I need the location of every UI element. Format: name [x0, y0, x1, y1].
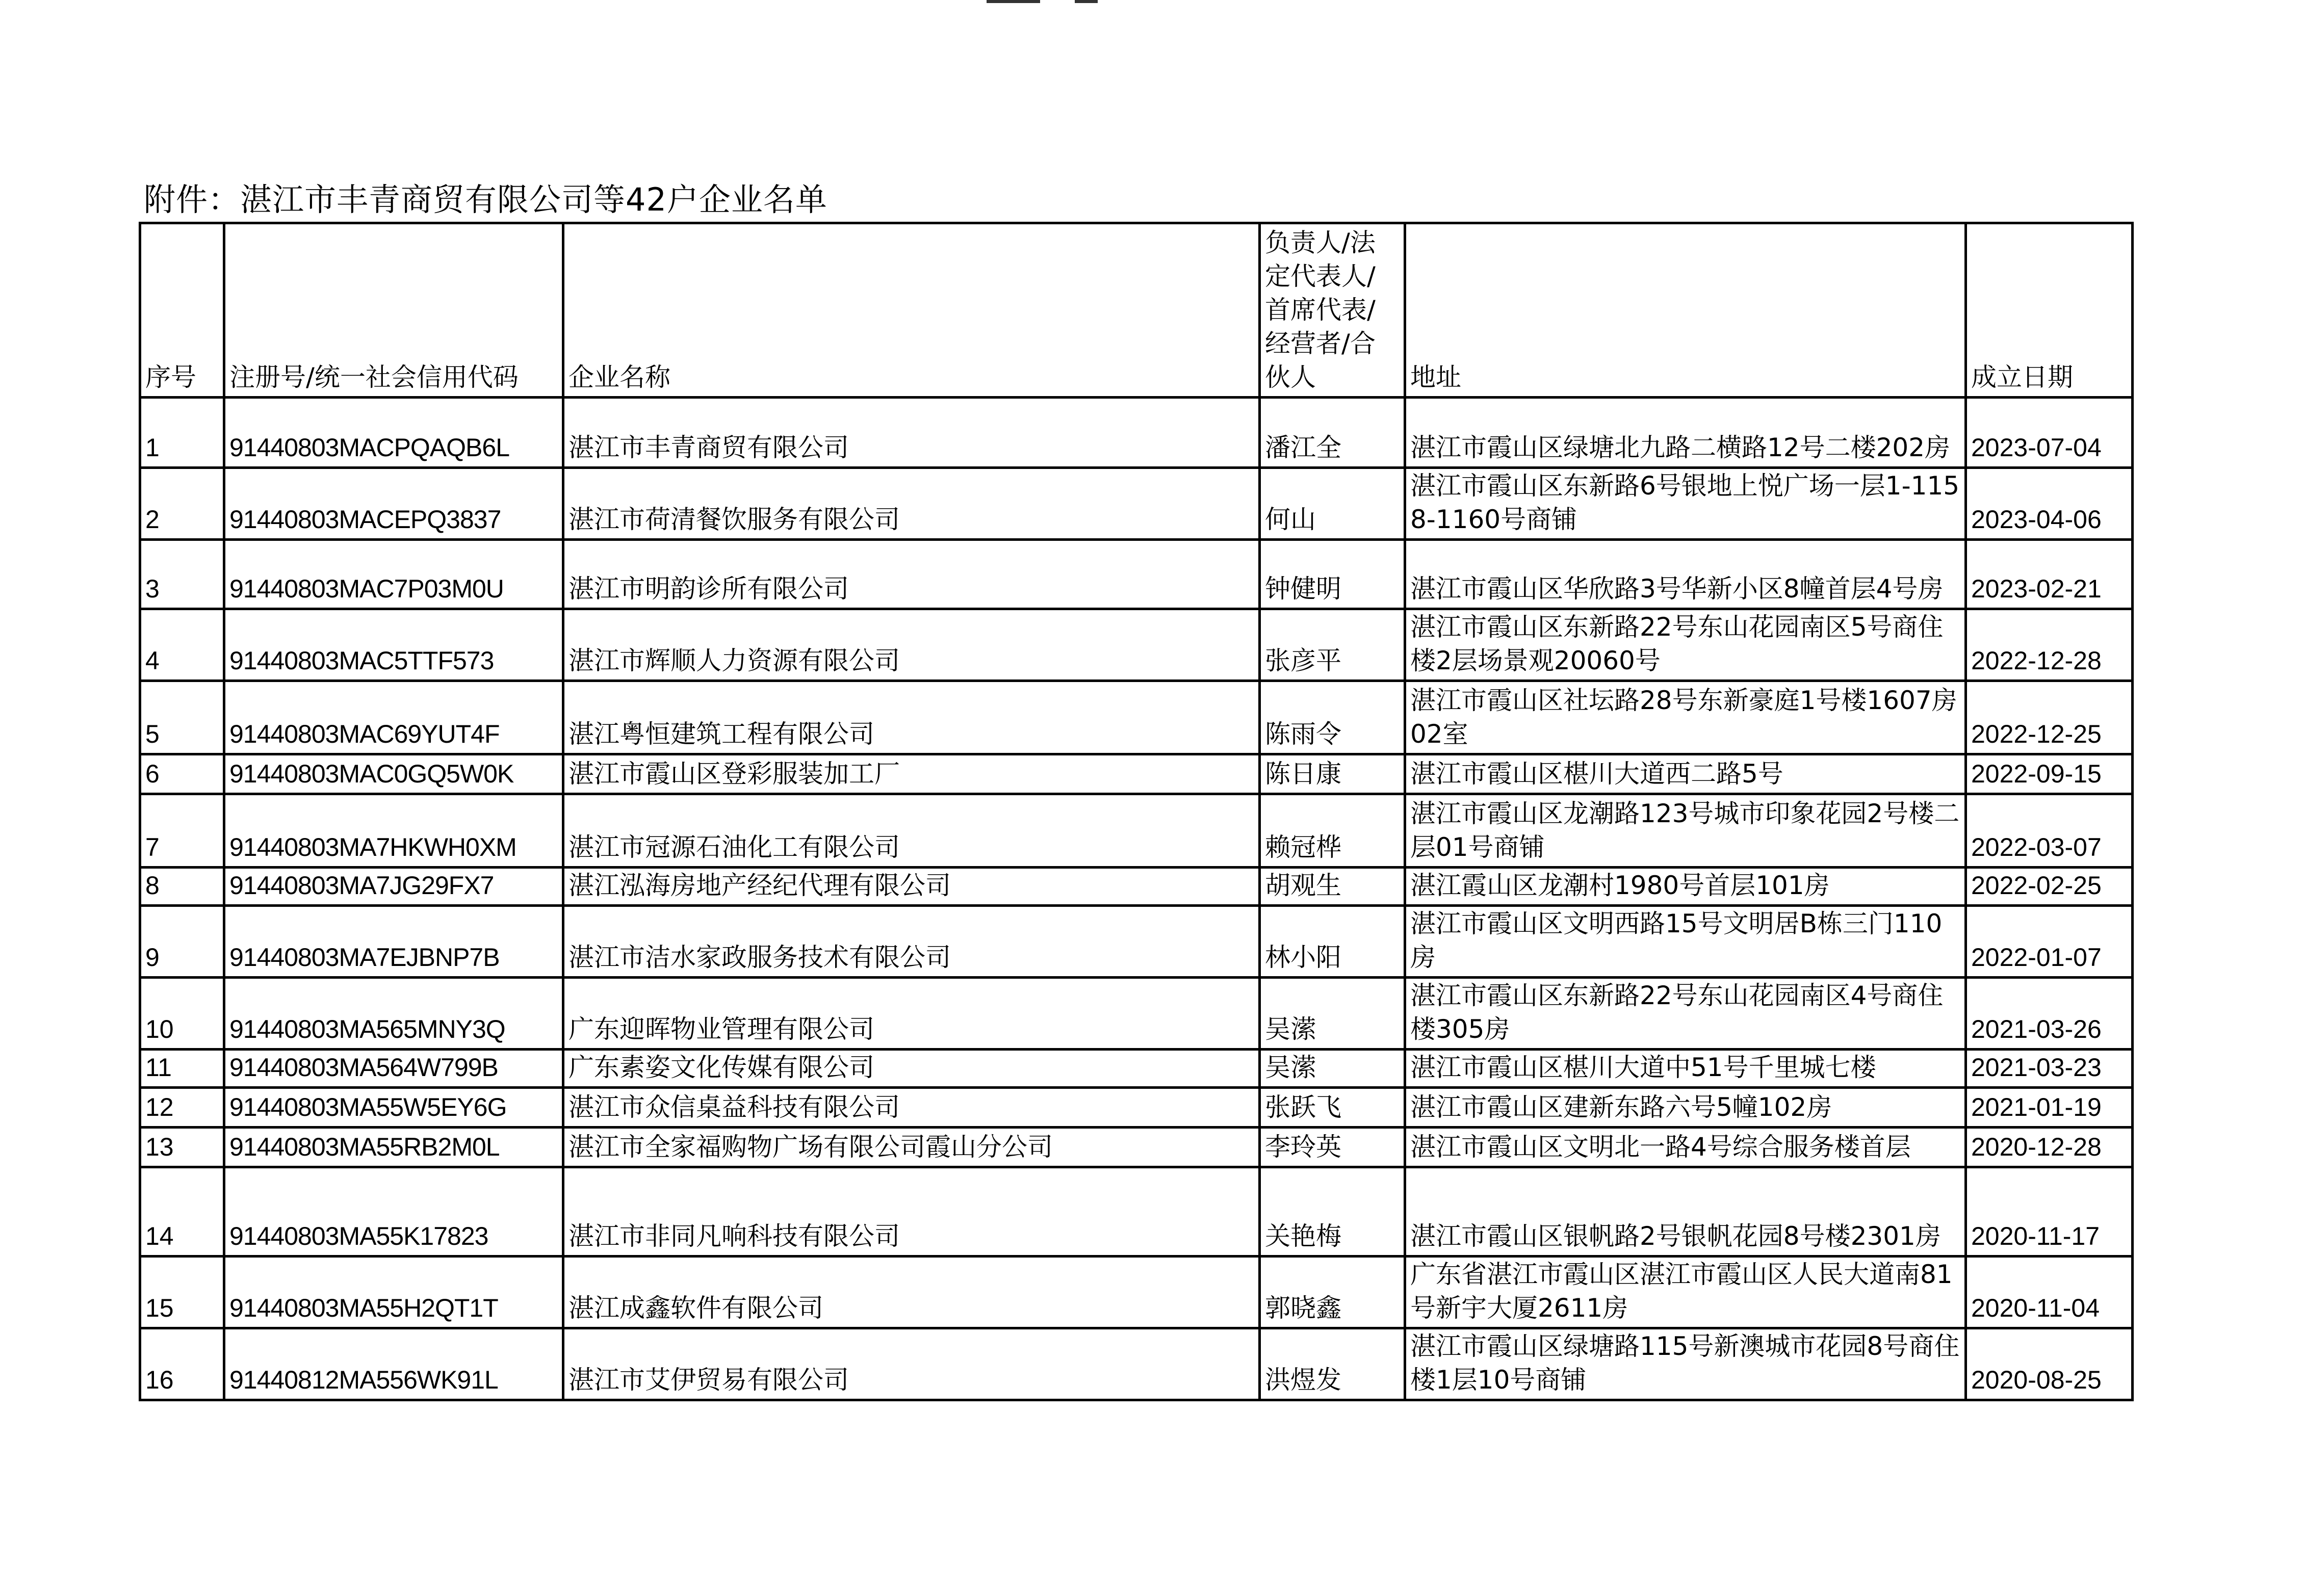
- table-row: [140, 754, 2133, 794]
- cell-established-date: 2022-09-15: [1966, 754, 2133, 794]
- cell-address: 湛江市霞山区东新路22号东山花园南区5号商住楼2层场景观20060号: [1405, 609, 1966, 681]
- cell-representative: 钟健明: [1260, 540, 1405, 609]
- cell-seq: 6: [140, 754, 224, 794]
- cell-seq: 4: [140, 609, 224, 681]
- cell-credit-code: 91440803MACEPQ3837: [224, 468, 563, 540]
- cell-established-date: 2020-12-28: [1966, 1128, 2133, 1167]
- table-row: [140, 868, 2133, 906]
- cell-address: 广东省湛江市霞山区湛江市霞山区人民大道南81号新宇大厦2611房: [1405, 1257, 1966, 1328]
- cell-seq: 3: [140, 540, 224, 609]
- table-row: [140, 540, 2133, 609]
- cell-address: 湛江市霞山区椹川大道西二路5号: [1405, 754, 1966, 794]
- cell-enterprise-name: 广东迎晖物业管理有限公司: [563, 978, 1260, 1050]
- cell-established-date: 2022-01-07: [1966, 906, 2133, 978]
- cell-credit-code: 91440803MA565MNY3Q: [224, 978, 563, 1050]
- cell-credit-code: 91440803MA564W799B: [224, 1050, 563, 1088]
- cell-address: 湛江市霞山区文明北一路4号综合服务楼首层: [1405, 1128, 1966, 1167]
- scan-artifact: [1075, 0, 1098, 3]
- cell-credit-code: 91440803MA7EJBNP7B: [224, 906, 563, 978]
- cell-address: 湛江市霞山区东新路22号东山花园南区4号商住楼305房: [1405, 978, 1966, 1050]
- cell-representative: 张跃飞: [1260, 1088, 1405, 1128]
- cell-established-date: 2021-01-19: [1966, 1088, 2133, 1128]
- cell-representative: 吴潆: [1260, 978, 1405, 1050]
- cell-seq: 9: [140, 906, 224, 978]
- cell-address: 湛江市霞山区建新东路六号5幢102房: [1405, 1088, 1966, 1128]
- cell-established-date: 2023-02-21: [1966, 540, 2133, 609]
- cell-enterprise-name: 湛江市明韵诊所有限公司: [563, 540, 1260, 609]
- cell-representative: 郭晓鑫: [1260, 1257, 1405, 1328]
- cell-representative: 洪煜发: [1260, 1328, 1405, 1400]
- cell-seq: 8: [140, 868, 224, 906]
- cell-representative: 张彦平: [1260, 609, 1405, 681]
- cell-credit-code: 91440803MAC0GQ5W0K: [224, 754, 563, 794]
- cell-credit-code: 91440803MAC5TTF573: [224, 609, 563, 681]
- cell-enterprise-name: 湛江市霞山区登彩服装加工厂: [563, 754, 1260, 794]
- table-row: [140, 1088, 2133, 1128]
- cell-enterprise-name: 湛江粤恒建筑工程有限公司: [563, 681, 1260, 754]
- header-seq: 序号: [140, 223, 224, 398]
- table-row: [140, 1050, 2133, 1088]
- cell-seq: 15: [140, 1257, 224, 1328]
- header-established-date: 成立日期: [1966, 223, 2133, 398]
- cell-seq: 1: [140, 398, 224, 468]
- header-address: 地址: [1405, 223, 1966, 398]
- cell-established-date: 2023-04-06: [1966, 468, 2133, 540]
- cell-credit-code: 91440803MA55K17823: [224, 1167, 563, 1257]
- table-row: [140, 681, 2133, 754]
- table-row: [140, 468, 2133, 540]
- cell-address: 湛江市霞山区绿塘路115号新澳城市花园8号商住楼1层10号商铺: [1405, 1328, 1966, 1400]
- header-representative: 负责人/法 定代表人/ 首席代表/ 经营者/合 伙人: [1260, 223, 1405, 398]
- cell-address: 湛江市霞山区社坛路28号东新豪庭1号楼1607房02室: [1405, 681, 1966, 754]
- cell-enterprise-name: 湛江成鑫软件有限公司: [563, 1257, 1260, 1328]
- table-row: [140, 794, 2133, 868]
- table-header-row: [140, 223, 2133, 398]
- cell-credit-code: 91440803MAC7P03M0U: [224, 540, 563, 609]
- cell-representative: 潘江全: [1260, 398, 1405, 468]
- cell-enterprise-name: 湛江市众信桌益科技有限公司: [563, 1088, 1260, 1128]
- cell-established-date: 2022-03-07: [1966, 794, 2133, 868]
- cell-seq: 14: [140, 1167, 224, 1257]
- document-title: 附件：湛江市丰青商贸有限公司等42户企业名单: [144, 181, 827, 218]
- cell-representative: 胡观生: [1260, 868, 1405, 906]
- cell-established-date: 2020-08-25: [1966, 1328, 2133, 1400]
- cell-seq: 12: [140, 1088, 224, 1128]
- cell-established-date: 2023-07-04: [1966, 398, 2133, 468]
- cell-representative: 李玲英: [1260, 1128, 1405, 1167]
- cell-enterprise-name: 湛江市荷清餐饮服务有限公司: [563, 468, 1260, 540]
- cell-address: 湛江市霞山区椹川大道中51号千里城七楼: [1405, 1050, 1966, 1088]
- cell-seq: 10: [140, 978, 224, 1050]
- cell-credit-code: 91440803MACPQAQB6L: [224, 398, 563, 468]
- cell-enterprise-name: 广东素姿文化传媒有限公司: [563, 1050, 1260, 1088]
- cell-enterprise-name: 湛江市艾伊贸易有限公司: [563, 1328, 1260, 1400]
- cell-representative: 赖冠桦: [1260, 794, 1405, 868]
- cell-established-date: 2020-11-04: [1966, 1257, 2133, 1328]
- cell-seq: 2: [140, 468, 224, 540]
- cell-established-date: 2022-12-28: [1966, 609, 2133, 681]
- cell-enterprise-name: 湛江泓海房地产经纪代理有限公司: [563, 868, 1260, 906]
- table-row: [140, 1128, 2133, 1167]
- cell-seq: 11: [140, 1050, 224, 1088]
- cell-credit-code: 91440803MA55W5EY6G: [224, 1088, 563, 1128]
- table-row: [140, 1328, 2133, 1400]
- table-row: [140, 978, 2133, 1050]
- cell-address: 湛江市霞山区华欣路3号华新小区8幢首层4号房: [1405, 540, 1966, 609]
- cell-credit-code: 91440803MA7HKWH0XM: [224, 794, 563, 868]
- cell-address: 湛江市霞山区龙潮路123号城市印象花园2号楼二层01号商铺: [1405, 794, 1966, 868]
- cell-established-date: 2021-03-23: [1966, 1050, 2133, 1088]
- cell-credit-code: 91440812MA556WK91L: [224, 1328, 563, 1400]
- cell-address: 湛江霞山区龙潮村1980号首层101房: [1405, 868, 1966, 906]
- cell-seq: 5: [140, 681, 224, 754]
- cell-established-date: 2022-12-25: [1966, 681, 2133, 754]
- cell-seq: 16: [140, 1328, 224, 1400]
- cell-enterprise-name: 湛江市冠源石油化工有限公司: [563, 794, 1260, 868]
- table-row: [140, 609, 2133, 681]
- cell-established-date: 2020-11-17: [1966, 1167, 2133, 1257]
- table-row: [140, 1257, 2133, 1328]
- cell-credit-code: 91440803MA55H2QT1T: [224, 1257, 563, 1328]
- cell-established-date: 2022-02-25: [1966, 868, 2133, 906]
- cell-address: 湛江市霞山区绿塘北九路二横路12号二楼202房: [1405, 398, 1966, 468]
- scan-artifact: [987, 0, 1040, 3]
- table-row: [140, 1167, 2133, 1257]
- cell-representative: 陈雨令: [1260, 681, 1405, 754]
- header-enterprise-name: 企业名称: [563, 223, 1260, 398]
- cell-enterprise-name: 湛江市全家福购物广场有限公司霞山分公司: [563, 1128, 1260, 1167]
- cell-established-date: 2021-03-26: [1966, 978, 2133, 1050]
- enterprise-table: [139, 222, 2134, 1401]
- table-row: [140, 906, 2133, 978]
- cell-credit-code: 91440803MA7JG29FX7: [224, 868, 563, 906]
- cell-credit-code: 91440803MAC69YUT4F: [224, 681, 563, 754]
- cell-representative: 吴潆: [1260, 1050, 1405, 1088]
- cell-seq: 13: [140, 1128, 224, 1167]
- cell-credit-code: 91440803MA55RB2M0L: [224, 1128, 563, 1167]
- cell-address: 湛江市霞山区文明西路15号文明居B栋三门110房: [1405, 906, 1966, 978]
- header-credit-code: 注册号/统一社会信用代码: [224, 223, 563, 398]
- cell-enterprise-name: 湛江市丰青商贸有限公司: [563, 398, 1260, 468]
- cell-seq: 7: [140, 794, 224, 868]
- cell-enterprise-name: 湛江市洁水家政服务技术有限公司: [563, 906, 1260, 978]
- cell-enterprise-name: 湛江市辉顺人力资源有限公司: [563, 609, 1260, 681]
- cell-enterprise-name: 湛江市非同凡响科技有限公司: [563, 1167, 1260, 1257]
- cell-address: 湛江市霞山区东新路6号银地上悦广场一层1-1158-1160号商铺: [1405, 468, 1966, 540]
- cell-address: 湛江市霞山区银帆路2号银帆花园8号楼2301房: [1405, 1167, 1966, 1257]
- cell-representative: 何山: [1260, 468, 1405, 540]
- cell-representative: 林小阳: [1260, 906, 1405, 978]
- table-row: [140, 398, 2133, 468]
- cell-representative: 关艳梅: [1260, 1167, 1405, 1257]
- cell-representative: 陈日康: [1260, 754, 1405, 794]
